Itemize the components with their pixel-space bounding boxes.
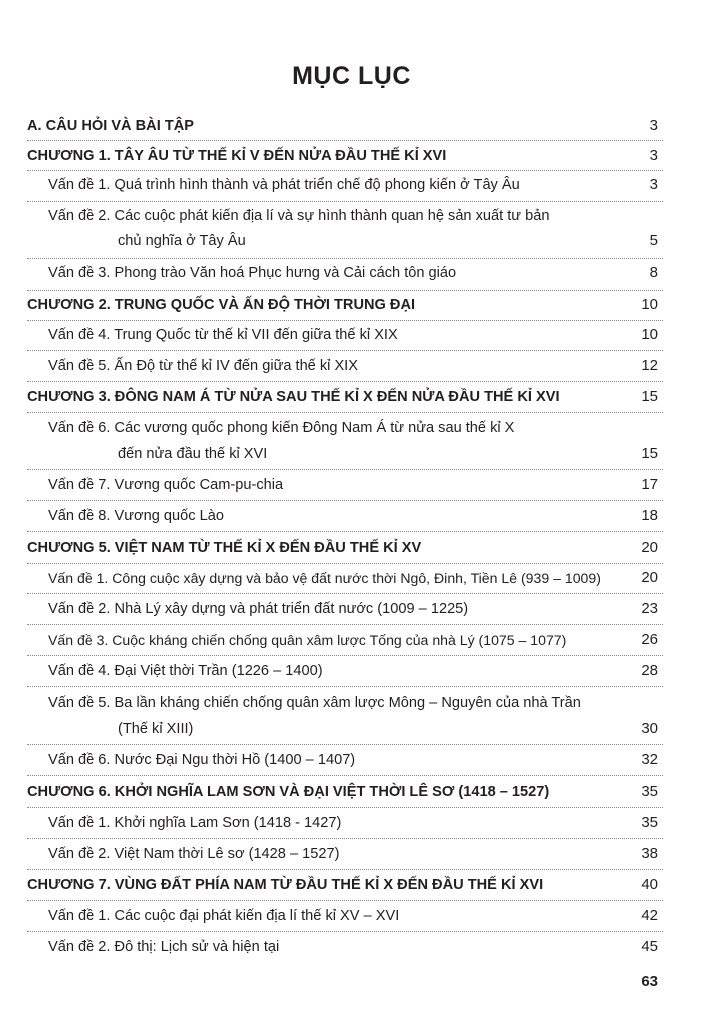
toc-entry-continuation: (Thế kỉ XIII) (118, 721, 194, 737)
divider (27, 258, 663, 259)
toc-entry-label: Vấn đề 8. Vương quốc Lào (48, 508, 224, 524)
toc-item[interactable] (0, 749, 703, 773)
toc-entry-label: Vấn đề 1. Các cuộc đại phát kiến địa lí thế kỉ XV – XVI (48, 908, 400, 924)
toc-item[interactable] (0, 936, 703, 960)
toc-entry-label: Vấn đề 3. Cuộc kháng chiến chống quân xâm lược Tống của nhà Lý (1075 – 1077) (48, 632, 567, 648)
divider (27, 170, 663, 171)
toc-entry-page: 40 (641, 876, 658, 893)
divider (27, 290, 663, 291)
divider (27, 412, 663, 413)
divider (27, 869, 663, 870)
toc-entry-page: 18 (641, 507, 658, 524)
toc-entry-page: 23 (641, 600, 658, 617)
toc-entry-page: 15 (641, 445, 658, 462)
toc-entry-page: 20 (641, 539, 658, 556)
toc-chapter-6[interactable] (0, 781, 703, 805)
toc-entry-label: A. CÂU HỎI VÀ BÀI TẬP (27, 118, 195, 134)
divider (27, 350, 663, 351)
toc-entry-label: Vấn đề 2. Việt Nam thời Lê sơ (1428 – 1527) (48, 846, 340, 862)
toc-entry-label: CHƯƠNG 1. TÂY ÂU TỪ THẾ KỈ V ĐẾN NỬA ĐẦU THẾ KỈ XVI (27, 148, 447, 164)
toc-entry-page: 3 (649, 117, 658, 134)
divider (27, 807, 663, 808)
toc-entry-page: 3 (649, 176, 658, 193)
page-title: MỤC LỤC (292, 62, 411, 90)
toc-entry-label: CHƯƠNG 6. KHỞI NGHĨA LAM SƠN VÀ ĐẠI VIỆT THỜI LÊ SƠ (1418 – 1527) (27, 784, 550, 800)
toc-item-continued[interactable] (0, 230, 703, 254)
toc-item[interactable] (0, 812, 703, 836)
divider (27, 744, 663, 745)
divider (27, 563, 663, 564)
toc-entry-label: Vấn đề 2. Các cuộc phát kiến địa lí và sự hình thành quan hệ sản xuất tư bản (48, 208, 550, 224)
divider (27, 593, 663, 594)
toc-section-a[interactable] (0, 115, 703, 139)
toc-entry-page: 5 (649, 232, 658, 249)
toc-entry-page: 17 (641, 476, 658, 493)
toc-item-continued[interactable] (0, 718, 703, 742)
toc-item-continued[interactable] (0, 443, 703, 467)
toc-entry-continuation: đến nửa đầu thế kỉ XVI (118, 446, 268, 462)
toc-entry-label: Vấn đề 3. Phong trào Văn hoá Phục hưng và Cải cách tôn giáo (48, 265, 457, 281)
divider (27, 381, 663, 382)
toc-item[interactable] (0, 567, 703, 591)
toc-item[interactable] (0, 843, 703, 867)
divider (27, 531, 663, 532)
toc-entry-label: CHƯƠNG 2. TRUNG QUỐC VÀ ẤN ĐỘ THỜI TRUNG ĐẠI (27, 297, 416, 313)
toc-entry-label: Vấn đề 2. Đô thị: Lịch sử và hiện tại (48, 939, 280, 955)
toc-entry-label: Vấn đề 6. Nước Đại Ngu thời Hồ (1400 – 1407) (48, 752, 356, 768)
toc-item[interactable] (0, 505, 703, 529)
toc-entry-label: CHƯƠNG 5. VIỆT NAM TỪ THẾ KỈ X ĐẾN ĐẦU THẾ KỈ XV (27, 540, 422, 556)
toc-entry-label: Vấn đề 1. Khởi nghĩa Lam Sơn (1418 - 1427) (48, 815, 342, 831)
toc-chapter-5[interactable] (0, 537, 703, 561)
toc-entry-page: 12 (641, 357, 658, 374)
divider (27, 775, 663, 776)
toc-entry-label: Vấn đề 4. Đại Việt thời Trần (1226 – 1400) (48, 663, 323, 679)
toc-chapter-1[interactable] (0, 145, 703, 169)
toc-chapter-3[interactable] (0, 386, 703, 410)
divider (27, 320, 663, 321)
divider (27, 624, 663, 625)
toc-entry-page: 20 (641, 569, 658, 586)
divider (27, 931, 663, 932)
toc-entry-page: 38 (641, 845, 658, 862)
toc-item[interactable] (0, 324, 703, 348)
toc-entry-page: 10 (641, 296, 658, 313)
toc-entry-page: 35 (641, 783, 658, 800)
page-number: 63 (641, 973, 658, 990)
toc-entry-page: 8 (649, 264, 658, 281)
divider (27, 469, 663, 470)
toc-entry-label: Vấn đề 6. Các vương quốc phong kiến Đông Nam Á từ nửa sau thế kỉ X (48, 420, 515, 436)
toc-entry-label: Vấn đề 4. Trung Quốc từ thế kỉ VII đến giữa thế kỉ XIX (48, 327, 398, 343)
toc-entry-label: Vấn đề 1. Công cuộc xây dựng và bảo vệ đất nước thời Ngô, Đinh, Tiền Lê (939 – 1009) (48, 570, 601, 586)
divider (27, 900, 663, 901)
toc-item[interactable] (0, 629, 703, 653)
toc-item[interactable] (0, 474, 703, 498)
toc-item[interactable] (0, 174, 703, 198)
divider (27, 838, 663, 839)
toc-item[interactable] (0, 417, 703, 441)
toc-item[interactable] (0, 262, 703, 286)
toc-entry-page: 30 (641, 720, 658, 737)
toc-entry-label: Vấn đề 2. Nhà Lý xây dựng và phát triển đất nước (1009 – 1225) (48, 601, 469, 617)
toc-entry-label: CHƯƠNG 7. VÙNG ĐẤT PHÍA NAM TỪ ĐẦU THẾ KỈ X ĐẾN ĐẦU THẾ KỈ XVI (27, 877, 544, 893)
toc-item[interactable] (0, 205, 703, 229)
toc-entry-page: 10 (641, 326, 658, 343)
toc-entry-page: 42 (641, 907, 658, 924)
divider (27, 655, 663, 656)
toc-item[interactable] (0, 355, 703, 379)
toc-entry-page: 15 (641, 388, 658, 405)
toc-entry-page: 26 (641, 631, 658, 648)
toc-entry-label: CHƯƠNG 3. ĐÔNG NAM Á TỪ NỬA SAU THẾ KỈ X ĐẾN NỬA ĐẦU THẾ KỈ XVI (27, 389, 560, 405)
toc-entry-label: Vấn đề 7. Vương quốc Cam-pu-chia (48, 477, 284, 493)
toc-entry-page: 28 (641, 662, 658, 679)
toc-chapter-2[interactable] (0, 294, 703, 318)
divider (27, 201, 663, 202)
divider (27, 500, 663, 501)
toc-entry-continuation: chủ nghĩa ở Tây Âu (118, 233, 246, 249)
toc-entry-page: 45 (641, 938, 658, 955)
toc-entry-page: 3 (649, 147, 658, 164)
toc-item[interactable] (0, 660, 703, 684)
divider (27, 140, 663, 141)
divider (27, 686, 663, 687)
toc-chapter-7[interactable] (0, 874, 703, 898)
toc-item[interactable] (0, 598, 703, 622)
toc-entry-label: Vấn đề 5. Ấn Độ từ thế kỉ IV đến giữa thế kỉ XIX (48, 358, 358, 374)
toc-entry-page: 32 (641, 751, 658, 768)
toc-entry-page: 35 (641, 814, 658, 831)
toc-item[interactable] (0, 905, 703, 929)
toc-item[interactable] (0, 692, 703, 716)
toc-entry-label: Vấn đề 1. Quá trình hình thành và phát triển chế độ phong kiến ở Tây Âu (48, 177, 520, 193)
toc-entry-label: Vấn đề 5. Ba lần kháng chiến chống quân xâm lược Mông – Nguyên của nhà Trần (48, 695, 581, 711)
